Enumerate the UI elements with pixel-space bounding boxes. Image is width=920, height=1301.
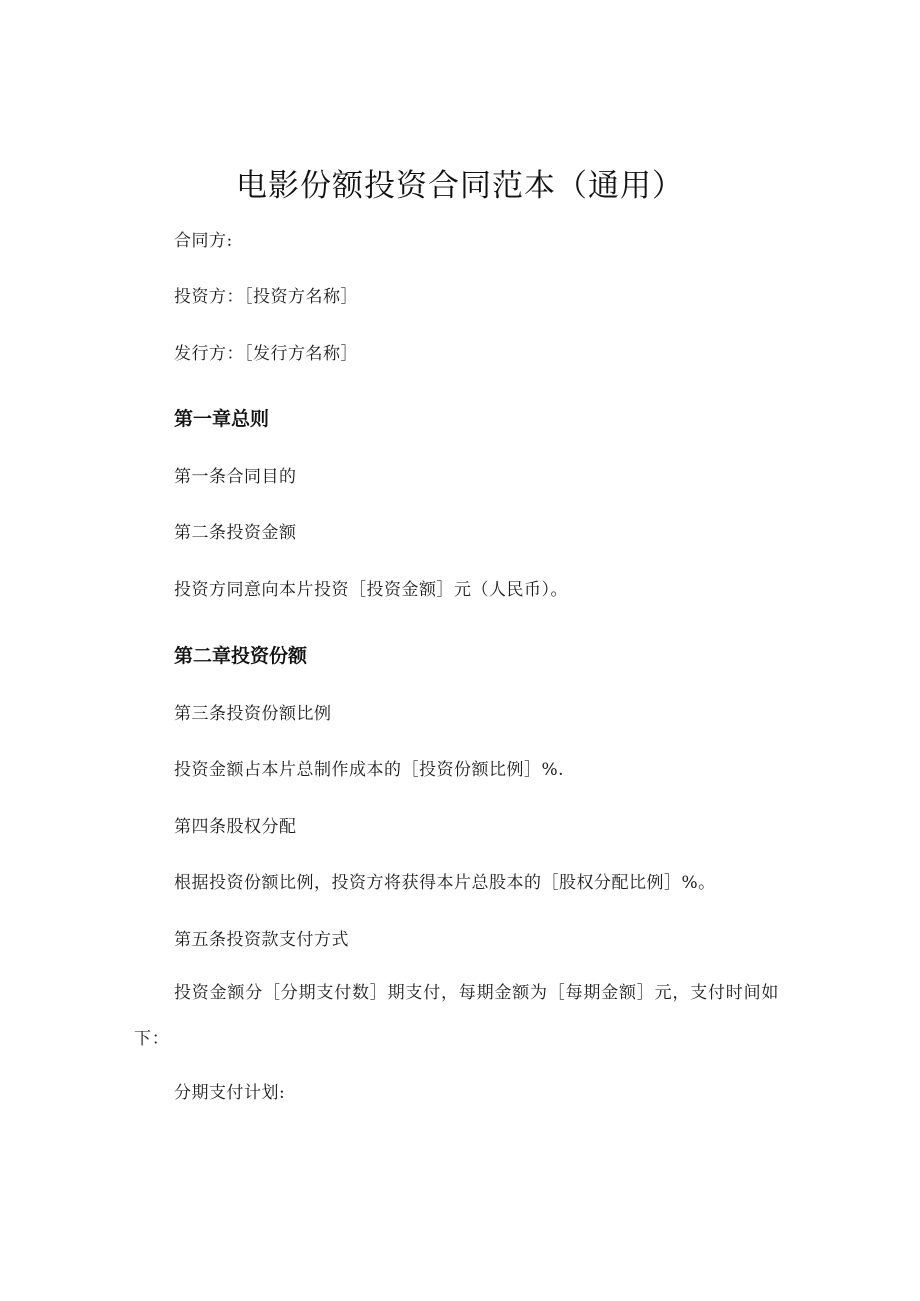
article1-heading: 第一条合同目的 xyxy=(174,467,297,487)
parties-label: 合同方: xyxy=(174,231,233,251)
distributor-line: 发行方：［发行方名称］ xyxy=(174,344,358,364)
chapter1-heading: 第一章总则 xyxy=(174,408,270,430)
article3-heading: 第三条投资份额比例 xyxy=(174,704,332,724)
document-title: 电影份额投资合同范本（通用） xyxy=(236,168,684,204)
article4-heading: 第四条股权分配 xyxy=(174,817,297,837)
article2-text: 投资方同意向本片投资［投资金额］元（人民币）。 xyxy=(174,580,568,600)
article3-text: 投资金额占本片总制作成本的［投资份额比例］%. xyxy=(174,760,565,780)
installment-plan-label: 分期支付计划: xyxy=(174,1083,286,1103)
article2-heading: 第二条投资金额 xyxy=(174,523,297,543)
article5-text: 投资金额分［分期支付数］期支付，每期金额为［每期金额］元，支付时间如下： xyxy=(134,983,780,1049)
investor-line: 投资方：［投资方名称］ xyxy=(174,287,358,307)
article5-heading: 第五条投资款支付方式 xyxy=(174,930,349,950)
chapter2-heading: 第二章投资份额 xyxy=(174,645,308,667)
article4-text: 根据投资份额比例，投资方将获得本片总股本的［股权分配比例］%。 xyxy=(174,873,716,893)
